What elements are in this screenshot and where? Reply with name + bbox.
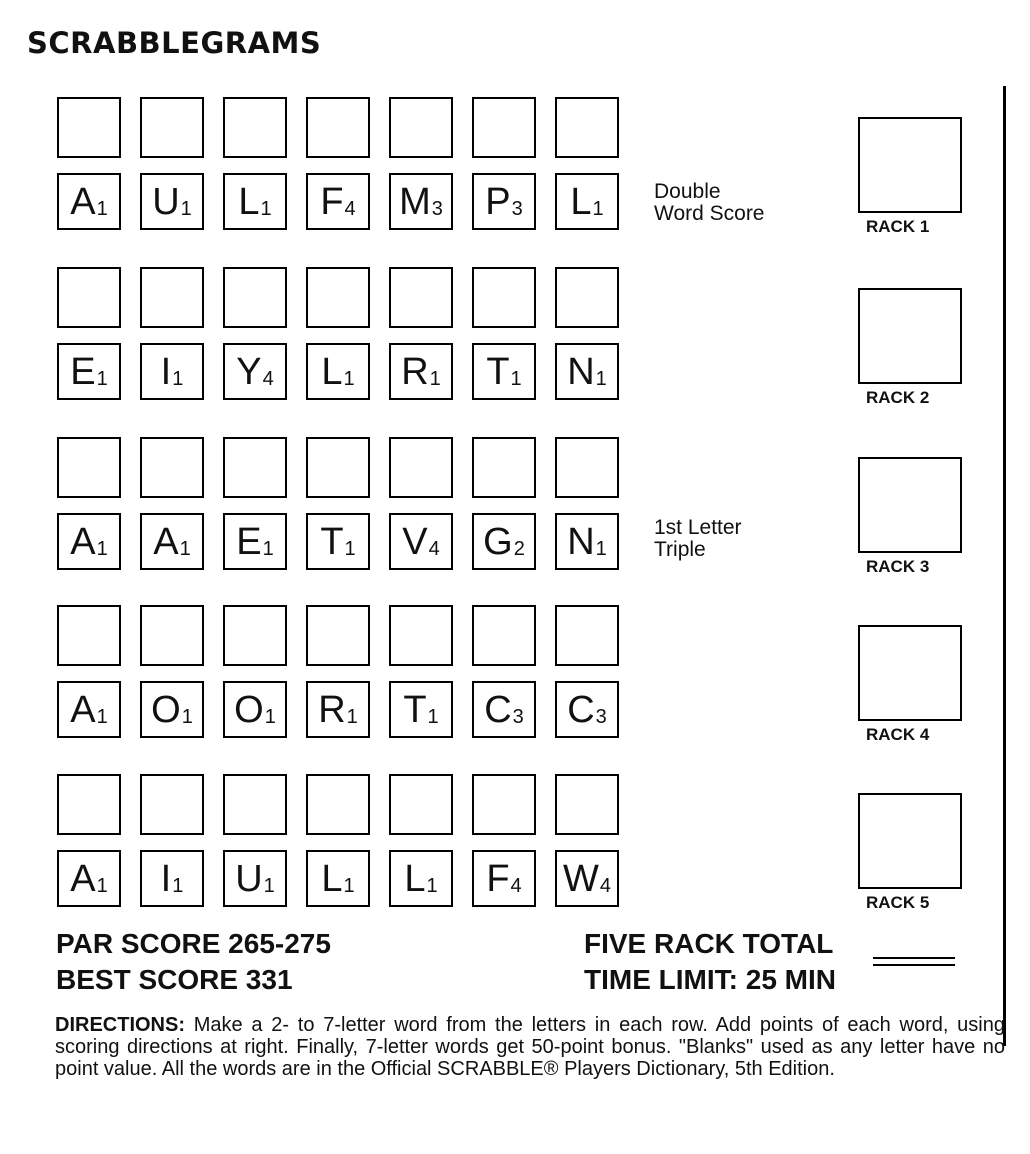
tile-points: 1 bbox=[263, 875, 275, 897]
letter-tile bbox=[57, 513, 121, 570]
total-line-1 bbox=[873, 957, 955, 959]
answer-box[interactable] bbox=[306, 267, 370, 328]
tile-letter: T bbox=[403, 688, 427, 731]
tile-letter: R bbox=[318, 688, 346, 731]
letter-tile bbox=[306, 681, 370, 738]
answer-row bbox=[57, 605, 619, 666]
tile-letter: G bbox=[483, 520, 513, 563]
letter-tile bbox=[57, 850, 121, 907]
tile-row bbox=[57, 498, 619, 570]
scoring-note: 1st Letter Triple bbox=[654, 516, 742, 561]
rack bbox=[858, 117, 962, 237]
tile-points: 4 bbox=[344, 198, 356, 220]
rack-score-box[interactable] bbox=[858, 625, 962, 721]
tile-letter: Y bbox=[236, 350, 262, 393]
par-score: PAR SCORE 265-275 bbox=[56, 928, 331, 959]
rack-label: RACK 4 bbox=[866, 725, 930, 744]
answer-box[interactable] bbox=[140, 97, 204, 158]
tile-letter: L bbox=[404, 857, 426, 900]
directions-label: DIRECTIONS: bbox=[55, 1014, 185, 1036]
word-row bbox=[57, 605, 619, 738]
answer-box[interactable] bbox=[389, 437, 453, 498]
tile-letter: N bbox=[567, 350, 595, 393]
answer-box[interactable] bbox=[306, 437, 370, 498]
tile-letter: C bbox=[484, 688, 512, 731]
tile-letter: O bbox=[151, 688, 181, 731]
tile-points: 1 bbox=[262, 538, 274, 560]
tile-points: 1 bbox=[264, 706, 276, 728]
letter-tile bbox=[555, 681, 619, 738]
tile-letter: P bbox=[485, 180, 511, 223]
letter-tile bbox=[306, 173, 370, 230]
letter-tile bbox=[389, 343, 453, 400]
letter-tile bbox=[223, 343, 287, 400]
tile-letter: V bbox=[402, 520, 428, 563]
tile-points: 1 bbox=[343, 368, 355, 390]
tile-letter: O bbox=[234, 688, 264, 731]
tile-letter: E bbox=[236, 520, 262, 563]
tile-row bbox=[57, 666, 619, 738]
answer-box[interactable] bbox=[223, 437, 287, 498]
answer-box[interactable] bbox=[389, 774, 453, 835]
tile-letter: A bbox=[70, 520, 96, 563]
tile-points: 1 bbox=[510, 368, 522, 390]
tile-letter: L bbox=[321, 857, 343, 900]
tile-row bbox=[57, 835, 619, 907]
tile-letter: U bbox=[152, 180, 180, 223]
tile-row bbox=[57, 328, 619, 400]
word-row bbox=[57, 437, 619, 570]
tile-points: 1 bbox=[346, 706, 358, 728]
tile-points: 4 bbox=[262, 368, 274, 390]
tile-points: 1 bbox=[595, 368, 607, 390]
tile-letter: L bbox=[570, 180, 592, 223]
tile-points: 4 bbox=[510, 875, 522, 897]
word-row bbox=[57, 97, 619, 230]
tile-points: 1 bbox=[172, 368, 184, 390]
rack-label: RACK 2 bbox=[866, 388, 930, 407]
answer-box[interactable] bbox=[57, 774, 121, 835]
letter-tile bbox=[306, 850, 370, 907]
letter-tile bbox=[555, 173, 619, 230]
letter-tile bbox=[389, 681, 453, 738]
tile-points: 1 bbox=[260, 198, 272, 220]
answer-row bbox=[57, 437, 619, 498]
answer-box[interactable] bbox=[555, 267, 619, 328]
tile-points: 1 bbox=[172, 875, 184, 897]
rack-label: RACK 3 bbox=[866, 557, 930, 576]
letter-tile bbox=[223, 681, 287, 738]
tile-points: 1 bbox=[595, 538, 607, 560]
tile-letter: M bbox=[399, 180, 431, 223]
directions bbox=[55, 1014, 1005, 1080]
letter-tile bbox=[57, 173, 121, 230]
answer-box[interactable] bbox=[306, 605, 370, 666]
tile-letter: U bbox=[235, 857, 263, 900]
tile-letter: F bbox=[320, 180, 344, 223]
five-rack-total-label: FIVE RACK TOTAL bbox=[584, 928, 834, 959]
answer-box[interactable] bbox=[472, 605, 536, 666]
letter-tile bbox=[140, 513, 204, 570]
rack-label: RACK 5 bbox=[866, 893, 930, 912]
letter-tile bbox=[223, 513, 287, 570]
tile-points: 1 bbox=[592, 198, 604, 220]
answer-box[interactable] bbox=[306, 774, 370, 835]
letter-tile bbox=[57, 681, 121, 738]
total-line-2 bbox=[873, 964, 955, 966]
tile-letter: A bbox=[153, 520, 179, 563]
rack bbox=[858, 288, 962, 408]
letter-tile bbox=[140, 681, 204, 738]
letter-tile bbox=[472, 513, 536, 570]
answer-box[interactable] bbox=[57, 97, 121, 158]
answer-box[interactable] bbox=[389, 267, 453, 328]
tile-letter: N bbox=[567, 520, 595, 563]
tile-points: 3 bbox=[431, 198, 443, 220]
answer-box[interactable] bbox=[140, 774, 204, 835]
divider-line bbox=[1003, 86, 1006, 1046]
tile-points: 1 bbox=[181, 706, 193, 728]
tile-letter: T bbox=[320, 520, 344, 563]
letter-tile bbox=[472, 850, 536, 907]
letter-tile bbox=[555, 513, 619, 570]
letter-tile bbox=[472, 681, 536, 738]
answer-box[interactable] bbox=[555, 774, 619, 835]
answer-box[interactable] bbox=[306, 97, 370, 158]
word-row bbox=[57, 774, 619, 907]
word-row bbox=[57, 267, 619, 400]
tile-points: 1 bbox=[344, 538, 356, 560]
letter-tile bbox=[306, 513, 370, 570]
rack-label: RACK 1 bbox=[866, 217, 930, 236]
answer-box[interactable] bbox=[389, 97, 453, 158]
answer-row bbox=[57, 267, 619, 328]
tile-letter: I bbox=[160, 857, 172, 900]
letter-tile bbox=[389, 850, 453, 907]
answer-row bbox=[57, 97, 619, 158]
letter-tile bbox=[472, 343, 536, 400]
rack-score-box[interactable] bbox=[858, 117, 962, 213]
tile-points: 1 bbox=[429, 368, 441, 390]
tile-points: 1 bbox=[96, 706, 108, 728]
tile-points: 1 bbox=[343, 875, 355, 897]
tile-letter: W bbox=[563, 857, 599, 900]
letter-tile bbox=[223, 173, 287, 230]
letter-tile bbox=[472, 173, 536, 230]
tile-letter: F bbox=[486, 857, 510, 900]
letter-tile bbox=[140, 850, 204, 907]
tile-points: 1 bbox=[426, 875, 438, 897]
tile-points: 4 bbox=[428, 538, 440, 560]
best-score: BEST SCORE 331 bbox=[56, 964, 293, 995]
tile-letter: A bbox=[70, 688, 96, 731]
letter-tile bbox=[140, 173, 204, 230]
tile-points: 1 bbox=[96, 875, 108, 897]
rack-score-box[interactable] bbox=[858, 457, 962, 553]
time-limit: TIME LIMIT: 25 MIN bbox=[584, 964, 836, 995]
tile-letter: R bbox=[401, 350, 429, 393]
tile-letter: A bbox=[70, 857, 96, 900]
tile-points: 2 bbox=[513, 538, 525, 560]
answer-box[interactable] bbox=[472, 97, 536, 158]
answer-box[interactable] bbox=[555, 437, 619, 498]
rack bbox=[858, 625, 962, 745]
tile-letter: I bbox=[160, 350, 172, 393]
rack-score-box[interactable] bbox=[858, 793, 962, 889]
answer-box[interactable] bbox=[57, 437, 121, 498]
answer-box[interactable] bbox=[140, 267, 204, 328]
answer-box[interactable] bbox=[472, 774, 536, 835]
directions-text: Make a 2- to 7-letter word from the letters in each row. Add points of each word, using scoring directions at right. Finally, 7-letter words get 50-point bonus. "Blanks" used as any letter have no point value. All the words are in the Official SCRABBLE® Players Dictionary, 5th Edition. bbox=[55, 1014, 1005, 1080]
tile-points: 1 bbox=[96, 538, 108, 560]
answer-box[interactable] bbox=[223, 267, 287, 328]
tile-letter: C bbox=[567, 688, 595, 731]
answer-box[interactable] bbox=[57, 267, 121, 328]
tile-points: 3 bbox=[512, 706, 524, 728]
rack bbox=[858, 793, 962, 913]
answer-box[interactable] bbox=[140, 605, 204, 666]
page-title: SCRABBLEGRAMS bbox=[27, 26, 322, 60]
tile-points: 1 bbox=[179, 538, 191, 560]
letter-tile bbox=[389, 173, 453, 230]
tile-letter: L bbox=[238, 180, 260, 223]
tile-letter: L bbox=[321, 350, 343, 393]
tile-letter: A bbox=[70, 180, 96, 223]
letter-tile bbox=[140, 343, 204, 400]
tile-points: 1 bbox=[180, 198, 192, 220]
tile-points: 3 bbox=[511, 198, 523, 220]
rack bbox=[858, 457, 962, 577]
letter-tile bbox=[389, 513, 453, 570]
answer-box[interactable] bbox=[472, 437, 536, 498]
answer-box[interactable] bbox=[57, 605, 121, 666]
tile-letter: T bbox=[486, 350, 510, 393]
answer-box[interactable] bbox=[140, 437, 204, 498]
answer-box[interactable] bbox=[472, 267, 536, 328]
tile-points: 1 bbox=[96, 198, 108, 220]
tile-row bbox=[57, 158, 619, 230]
scoring-note: Double Word Score bbox=[654, 180, 765, 225]
tile-letter: E bbox=[70, 350, 96, 393]
tile-points: 1 bbox=[427, 706, 439, 728]
answer-row bbox=[57, 774, 619, 835]
letter-tile bbox=[223, 850, 287, 907]
answer-box[interactable] bbox=[389, 605, 453, 666]
answer-box[interactable] bbox=[223, 774, 287, 835]
rack-score-box[interactable] bbox=[858, 288, 962, 384]
tile-points: 4 bbox=[599, 875, 611, 897]
letter-tile bbox=[306, 343, 370, 400]
answer-box[interactable] bbox=[223, 605, 287, 666]
answer-box[interactable] bbox=[223, 97, 287, 158]
answer-box[interactable] bbox=[555, 97, 619, 158]
letter-tile bbox=[555, 850, 619, 907]
answer-box[interactable] bbox=[555, 605, 619, 666]
letter-tile bbox=[555, 343, 619, 400]
tile-points: 3 bbox=[595, 706, 607, 728]
tile-points: 1 bbox=[96, 368, 108, 390]
letter-tile bbox=[57, 343, 121, 400]
